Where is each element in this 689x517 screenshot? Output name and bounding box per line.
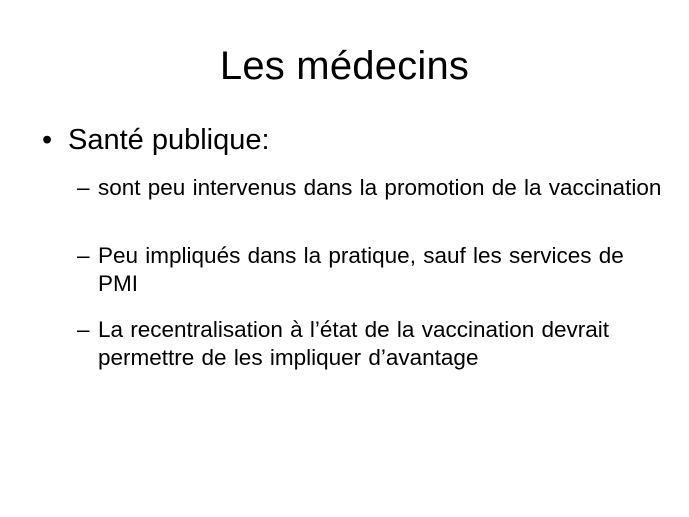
slide-title: Les médecins — [219, 44, 470, 88]
bullet-marker: • — [42, 124, 53, 156]
sub-bullet-marker: – — [77, 243, 90, 268]
sub-bullet-text: La recentralisation à l’état de la vaccination devrait permettre de les impliquer d’avantage — [98, 317, 610, 370]
sub-bullet-marker: – — [77, 175, 90, 200]
sub-bullet-item — [77, 316, 667, 372]
sub-bullet-marker: – — [77, 317, 90, 342]
bullet-text: Santé publique: — [68, 124, 270, 156]
sub-bullet-text: sont peu intervenus dans la promotion de la vaccination — [98, 175, 662, 200]
sub-bullet-text: Peu impliqués dans la pratique, sauf les services de PMI — [98, 243, 624, 296]
sub-bullet-item — [77, 174, 667, 202]
sub-bullet-item — [77, 242, 667, 298]
